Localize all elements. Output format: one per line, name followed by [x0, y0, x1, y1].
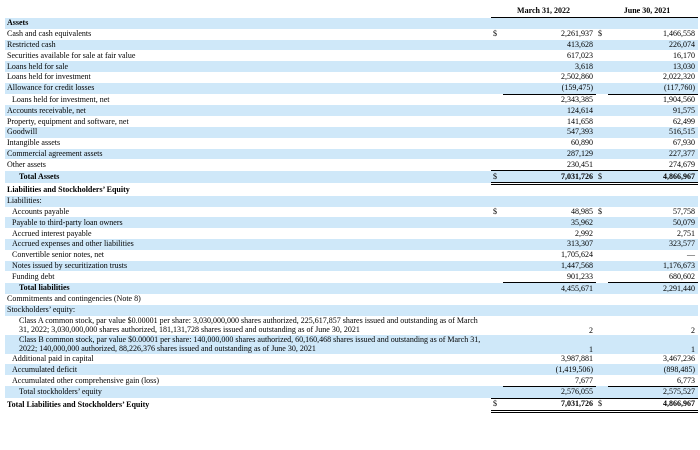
row-label-intangible-assets: Intangible assets [7, 138, 61, 148]
dollar-sign [596, 335, 608, 354]
value-period-1 [503, 18, 596, 29]
table-row [5, 354, 698, 365]
table-row [5, 375, 698, 386]
value-period-2: — [687, 250, 696, 260]
value-period-1: 1,705,624 [561, 250, 593, 260]
value-period-1: 3,987,881 [561, 353, 593, 363]
dollar-sign: $ [596, 398, 608, 411]
table-row [5, 29, 698, 40]
value-period-1 [503, 305, 596, 316]
value-period-1: 141,658 [567, 116, 593, 126]
dollar-sign [596, 72, 608, 83]
value-period-1: 7,031,726 [503, 171, 596, 184]
value-period-1: 2,502,860 [561, 72, 593, 82]
dollar-sign [596, 239, 608, 250]
table-row [5, 207, 698, 218]
value-period-1: 60,890 [571, 138, 593, 148]
value-period-2: 227,377 [608, 149, 698, 160]
value-period-1: 4,455,671 [503, 283, 596, 294]
dollar-sign [491, 18, 503, 29]
dollar-sign [491, 61, 503, 72]
row-label-accumulated-deficit: Accumulated deficit [5, 364, 491, 375]
value-period-2: 1 [608, 335, 698, 354]
row-label-cash-and-cash-equivalents: Cash and cash equivalents [7, 29, 92, 39]
dollar-sign [596, 271, 608, 282]
value-period-2: 16,170 [673, 50, 696, 60]
value-period-1: 2 [589, 325, 593, 335]
row-label-accumulated-other-comprehensive-gain-los: Accumulated other comprehensive gain (loss) [12, 375, 160, 385]
table-row [5, 127, 698, 138]
dollar-sign [491, 50, 503, 61]
table-row [5, 305, 698, 316]
value-period-2: 3,467,236 [663, 353, 696, 363]
row-label-accrued-interest-payable: Accrued interest payable [12, 228, 92, 238]
table-row [5, 364, 698, 375]
row-label-liabilities-and-stockholders-equity: Liabilities and Stockholders’ Equity [7, 184, 130, 194]
dollar-sign [491, 40, 503, 51]
dollar-sign [491, 127, 503, 138]
dollar-sign [596, 83, 608, 94]
table-row [5, 294, 698, 305]
dollar-sign [596, 159, 608, 170]
dollar-sign [596, 61, 608, 72]
value-period-1: 2,261,937 [561, 29, 593, 39]
dollar-sign [491, 239, 503, 250]
row-label-securities-available-for-sale-at-fair-va: Securities available for sale at fair value [7, 50, 136, 60]
value-period-2: 4,866,967 [608, 171, 698, 184]
table-row [5, 105, 698, 116]
dollar-sign [491, 335, 503, 354]
dollar-sign [596, 354, 608, 365]
value-period-1: 2,992 [575, 228, 593, 238]
row-label-property-equipment-and-software-net: Property, equipment and software, net [7, 116, 129, 126]
row-label-accounts-payable: Accounts payable [12, 206, 70, 216]
dollar-sign [491, 316, 503, 335]
value-period-2 [608, 183, 698, 195]
dollar-sign [596, 375, 608, 386]
row-label-commercial-agreement-assets: Commercial agreement assets [5, 149, 491, 160]
header-period-1: March 31, 2022 [491, 4, 596, 18]
dollar-sign: $ [598, 29, 602, 39]
dollar-sign [596, 250, 608, 261]
row-label-stockholders-equity: Stockholders’ equity: [5, 305, 491, 316]
dollar-sign [491, 250, 503, 261]
value-period-1: 547,393 [503, 127, 596, 138]
dollar-sign [596, 50, 608, 61]
table-row [5, 183, 698, 195]
value-period-1: 124,614 [503, 105, 596, 116]
value-period-1: 7,677 [503, 375, 596, 386]
dollar-sign [596, 386, 608, 398]
value-period-2: 2,291,440 [608, 283, 698, 294]
value-period-2: 1,466,558 [663, 29, 696, 39]
header-period-2: June 30, 2021 [596, 4, 698, 18]
dollar-sign [491, 105, 503, 116]
value-period-2: 62,499 [673, 116, 696, 126]
dollar-sign [491, 83, 503, 94]
value-period-1: 3,618 [503, 61, 596, 72]
dollar-sign [596, 40, 608, 51]
row-label-total-assets: Total Assets [5, 171, 491, 184]
row-label-loans-held-for-investment-net: Loans held for investment, net [12, 94, 110, 104]
dollar-sign [596, 316, 608, 335]
value-period-2: (117,760) [608, 83, 698, 94]
dollar-sign [596, 149, 608, 160]
dollar-sign [491, 94, 503, 105]
row-label-commitments-and-contingencies-note-8: Commitments and contingencies (Note 8) [7, 294, 141, 304]
value-period-2: 57,758 [673, 206, 696, 216]
dollar-sign: $ [493, 29, 497, 39]
dollar-sign [596, 18, 608, 29]
dollar-sign [596, 196, 608, 207]
value-period-2: 2,022,320 [663, 72, 696, 82]
dollar-sign: $ [491, 171, 503, 184]
dollar-sign [596, 183, 608, 195]
row-label-total-liabilities-and-stockholders-equit: Total Liabilities and Stockholders’ Equity [7, 399, 150, 409]
table-row [5, 50, 698, 61]
row-label-liabilities: Liabilities: [5, 196, 491, 207]
value-period-2: (898,485) [608, 364, 698, 375]
value-period-2 [608, 18, 698, 29]
value-period-2 [608, 305, 698, 316]
dollar-sign: $ [493, 206, 497, 216]
value-period-2: 323,577 [608, 239, 698, 250]
dollar-sign [491, 305, 503, 316]
dollar-sign [491, 271, 503, 282]
value-period-2: 91,575 [608, 105, 698, 116]
value-period-1 [503, 183, 596, 195]
value-period-1: 230,451 [503, 159, 596, 170]
table-row [5, 217, 698, 228]
header-row [5, 4, 698, 18]
value-period-2: 4,866,967 [608, 398, 698, 411]
table-row [5, 250, 698, 261]
dollar-sign [491, 294, 503, 305]
table-row [5, 159, 698, 170]
dollar-sign [596, 283, 608, 294]
table-row [5, 283, 698, 294]
value-period-1: 617,023 [567, 50, 593, 60]
row-label-other-assets: Other assets [7, 160, 46, 169]
row-label-accounts-receivable-net: Accounts receivable, net [5, 105, 491, 116]
value-period-2: 6,773 [608, 375, 698, 386]
balance-sheet-table [5, 4, 698, 413]
value-period-1: 313,307 [503, 239, 596, 250]
row-label-notes-issued-by-securitization-trusts: Notes issued by securitization trusts [5, 261, 491, 272]
dollar-sign [596, 294, 608, 305]
table-row [5, 196, 698, 207]
value-period-2: 226,074 [608, 40, 698, 51]
table-row [5, 228, 698, 239]
value-period-2: 67,930 [673, 138, 696, 148]
value-period-1: 901,233 [503, 271, 596, 282]
dollar-sign [596, 228, 608, 239]
dollar-sign [491, 196, 503, 207]
table-row [5, 261, 698, 272]
dollar-sign: $ [596, 171, 608, 184]
row-label-funding-debt: Funding debt [12, 271, 55, 281]
dollar-sign [491, 354, 503, 365]
dollar-sign [596, 116, 608, 127]
table-row [5, 40, 698, 51]
dollar-sign [491, 138, 503, 149]
value-period-1: (159,475) [503, 83, 596, 94]
row-label-payable-to-third-party-loan-owners: Payable to third-party loan owners [5, 217, 491, 228]
row-label-convertible-senior-notes-net: Convertible senior notes, net [12, 250, 104, 260]
table-row [5, 386, 698, 398]
value-period-2: 2 [691, 325, 696, 335]
value-period-2 [608, 294, 698, 305]
dollar-sign [596, 94, 608, 105]
value-period-2: 516,515 [608, 127, 698, 138]
value-period-1: 287,129 [503, 149, 596, 160]
table-row [5, 116, 698, 127]
table-row [5, 335, 698, 354]
row-label-assets: Assets [5, 18, 491, 29]
row-label-restricted-cash: Restricted cash [5, 40, 491, 51]
dollar-sign [491, 149, 503, 160]
row-label-goodwill: Goodwill [5, 127, 491, 138]
value-period-2: 680,602 [608, 271, 698, 282]
table-row [5, 138, 698, 149]
dollar-sign [596, 105, 608, 116]
value-period-2: 2,751 [677, 228, 696, 238]
dollar-sign [596, 364, 608, 375]
table-row [5, 316, 698, 335]
dollar-sign: $ [598, 206, 602, 216]
value-period-2: 1,904,560 [663, 94, 696, 104]
row-label-total-stockholders-equity: Total stockholders’ equity [5, 386, 491, 398]
table-row [5, 61, 698, 72]
dollar-sign [491, 183, 503, 195]
dollar-sign [491, 116, 503, 127]
dollar-sign: $ [491, 398, 503, 411]
dollar-sign [491, 386, 503, 398]
dollar-sign [596, 217, 608, 228]
value-period-1: 413,628 [503, 40, 596, 51]
value-period-1 [503, 196, 596, 207]
row-label-total-liabilities: Total liabilities [5, 283, 491, 294]
value-period-2: 50,079 [608, 217, 698, 228]
value-period-2: 274,679 [608, 159, 698, 170]
value-period-1: 2,576,055 [503, 386, 596, 398]
header-label-spacer [5, 4, 491, 18]
table-row [5, 239, 698, 250]
value-period-1: 7,031,726 [503, 398, 596, 411]
dollar-sign [491, 364, 503, 375]
table-row [5, 171, 698, 184]
table-row [5, 149, 698, 160]
row-label-additional-paid-in-capital: Additional paid in capital [12, 353, 94, 363]
dollar-sign [596, 305, 608, 316]
dollar-sign [491, 217, 503, 228]
dollar-sign [491, 228, 503, 239]
value-period-1: 48,985 [571, 206, 593, 216]
dollar-sign [491, 375, 503, 386]
value-period-1 [503, 294, 596, 305]
row-label-class-b-common-stock-par-value-0-00001-p: Class B common stock, par value $0.00001 per share: 140,000,000 shares authorized, 60,160,468 shares issued and outstanding as of March 31, 2022; 140,000,000 authorized, 88,226,376 shares issued and outstanding as of June 30, 2021 [5, 335, 491, 354]
row-label-allowance-for-credit-losses: Allowance for credit losses [5, 83, 491, 94]
row-label-accrued-expenses-and-other-liabilities: Accrued expenses and other liabilities [5, 239, 491, 250]
value-period-1: 2,343,385 [561, 94, 593, 104]
value-period-1: 35,962 [503, 217, 596, 228]
row-label-loans-held-for-investment: Loans held for investment [7, 72, 91, 82]
value-period-2: 1,176,673 [608, 261, 698, 272]
value-period-1: 1,447,568 [503, 261, 596, 272]
table-row [5, 83, 698, 94]
dollar-sign [596, 261, 608, 272]
value-period-2: 2,575,527 [608, 386, 698, 398]
value-period-2: 13,030 [608, 61, 698, 72]
dollar-sign [491, 261, 503, 272]
value-period-2 [608, 196, 698, 207]
row-label-class-a-common-stock-par-value-0-00001-p: Class A common stock, par value $0.00001 per share: 3,030,000,000 shares authorized, 225,617,857 shares issued and outstanding as of March 31, 2022; 3,030,000,000 shares authorized, 181,131,728 shares issued and outstanding as of June 30, 2021 [19, 315, 478, 334]
table-row [5, 271, 698, 282]
value-period-1: 1 [503, 335, 596, 354]
row-label-loans-held-for-sale: Loans held for sale [5, 61, 491, 72]
table-row [5, 72, 698, 83]
table-row [5, 94, 698, 105]
table-row [5, 398, 698, 411]
dollar-sign [596, 138, 608, 149]
dollar-sign [491, 283, 503, 294]
dollar-sign [491, 159, 503, 170]
table-row [5, 18, 698, 29]
dollar-sign [491, 72, 503, 83]
dollar-sign [596, 127, 608, 138]
value-period-1: (1,419,506) [503, 364, 596, 375]
